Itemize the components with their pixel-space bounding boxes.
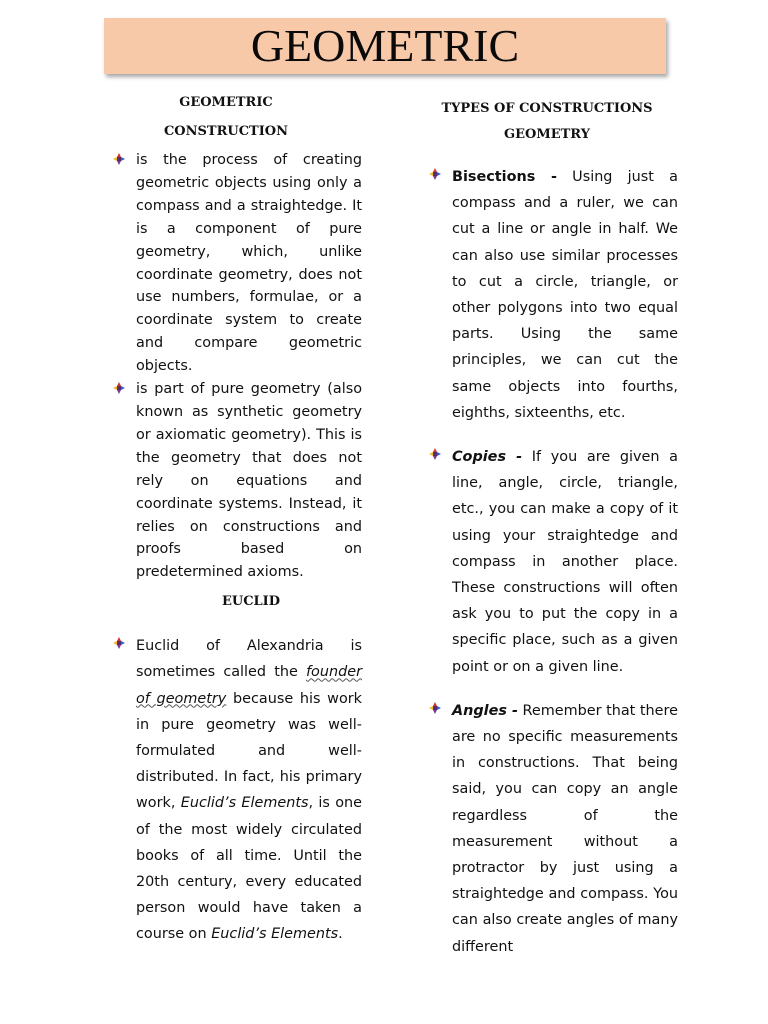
list-item-angles bbox=[426, 698, 678, 960]
title-banner bbox=[104, 18, 666, 74]
left-column bbox=[110, 88, 362, 948]
founder-of-geometry-text: founder of geometry bbox=[136, 664, 362, 707]
four-color-arrow-bullet-icon bbox=[113, 382, 125, 394]
euclid-paragraph bbox=[136, 638, 362, 942]
euclid-text-4: . bbox=[338, 926, 343, 943]
right-column bbox=[426, 96, 678, 960]
euclids-elements-title: Euclid’s Elements bbox=[180, 795, 309, 812]
four-color-arrow-bullet-icon bbox=[429, 168, 441, 180]
right-heading bbox=[416, 96, 678, 148]
left-heading bbox=[90, 88, 362, 146]
list-item-copies bbox=[426, 444, 678, 680]
angles-label: Angles - bbox=[452, 702, 518, 719]
right-heading-line2: GEOMETRY bbox=[504, 127, 590, 142]
page-title: GEOMETRIC bbox=[250, 20, 520, 71]
left-heading-line1: GEOMETRIC bbox=[179, 95, 273, 110]
euclid-text-1: Euclid of Alexandria is sometimes called the bbox=[136, 638, 362, 681]
four-color-arrow-bullet-icon bbox=[113, 637, 125, 649]
euclid-heading: EUCLID bbox=[221, 594, 281, 610]
list-item bbox=[110, 149, 362, 378]
left-heading-line2: CONSTRUCTION bbox=[163, 124, 289, 139]
right-heading-line1: TYPES OF CONSTRUCTIONS bbox=[441, 101, 653, 116]
four-color-arrow-bullet-icon bbox=[429, 702, 441, 714]
euclid-text-2: because his work in pure geometry was well-formulated and well-distributed. In fact, his primary work, bbox=[136, 690, 363, 812]
list-item bbox=[110, 633, 362, 947]
copies-text: If you are given a line, angle, circle, triangle, etc., you can make a copy of it using your straightedge and compass in another place. These constructions will often ask you to put the copy in a specific place, such as a given point or on a given line. bbox=[452, 449, 678, 675]
four-color-arrow-bullet-icon bbox=[113, 153, 125, 165]
copies-label: Copies - bbox=[452, 449, 523, 466]
list-item bbox=[110, 378, 362, 584]
bisections-text: Using just a compass and a ruler, we can cut a line or angle in half. We can also use similar processes to cut a circle, triangle, or other polygons into two equal parts. Using the same principles, we can cut the same objects into fourths, eighths, sixteenths, etc. bbox=[452, 169, 678, 421]
euclids-elements-title: Euclid’s Elements bbox=[211, 926, 339, 943]
bullet-text: is the process of creating geometric objects using only a compass and a straightedge. It is a component of pure geometry, which, unlike coordinate geometry, does not use numbers, formulae, or a coordinate system to create and compare geometric objects. bbox=[136, 152, 362, 375]
euclid-text-3: , is one of the most widely circulated books of all time. Until the 20th century, every educated person would have taken a course on bbox=[136, 795, 362, 943]
four-color-arrow-bullet-icon bbox=[429, 448, 441, 460]
angles-text: Remember that there are no specific measurements in constructions. That being said, you can copy an angle regardless of the measurement without a protractor by just using a straightedge and compass. You can also create angles of many different bbox=[452, 702, 678, 955]
list-item-bisections bbox=[426, 164, 678, 426]
bullet-text: is part of pure geometry (also known as synthetic geometry or axiomatic geometry). This is the geometry that does not rely on equations and coordinate systems. Instead, it relies on constructions and proofs based on predetermined axioms. bbox=[136, 381, 362, 581]
bisections-label: Bisections - bbox=[452, 169, 557, 185]
